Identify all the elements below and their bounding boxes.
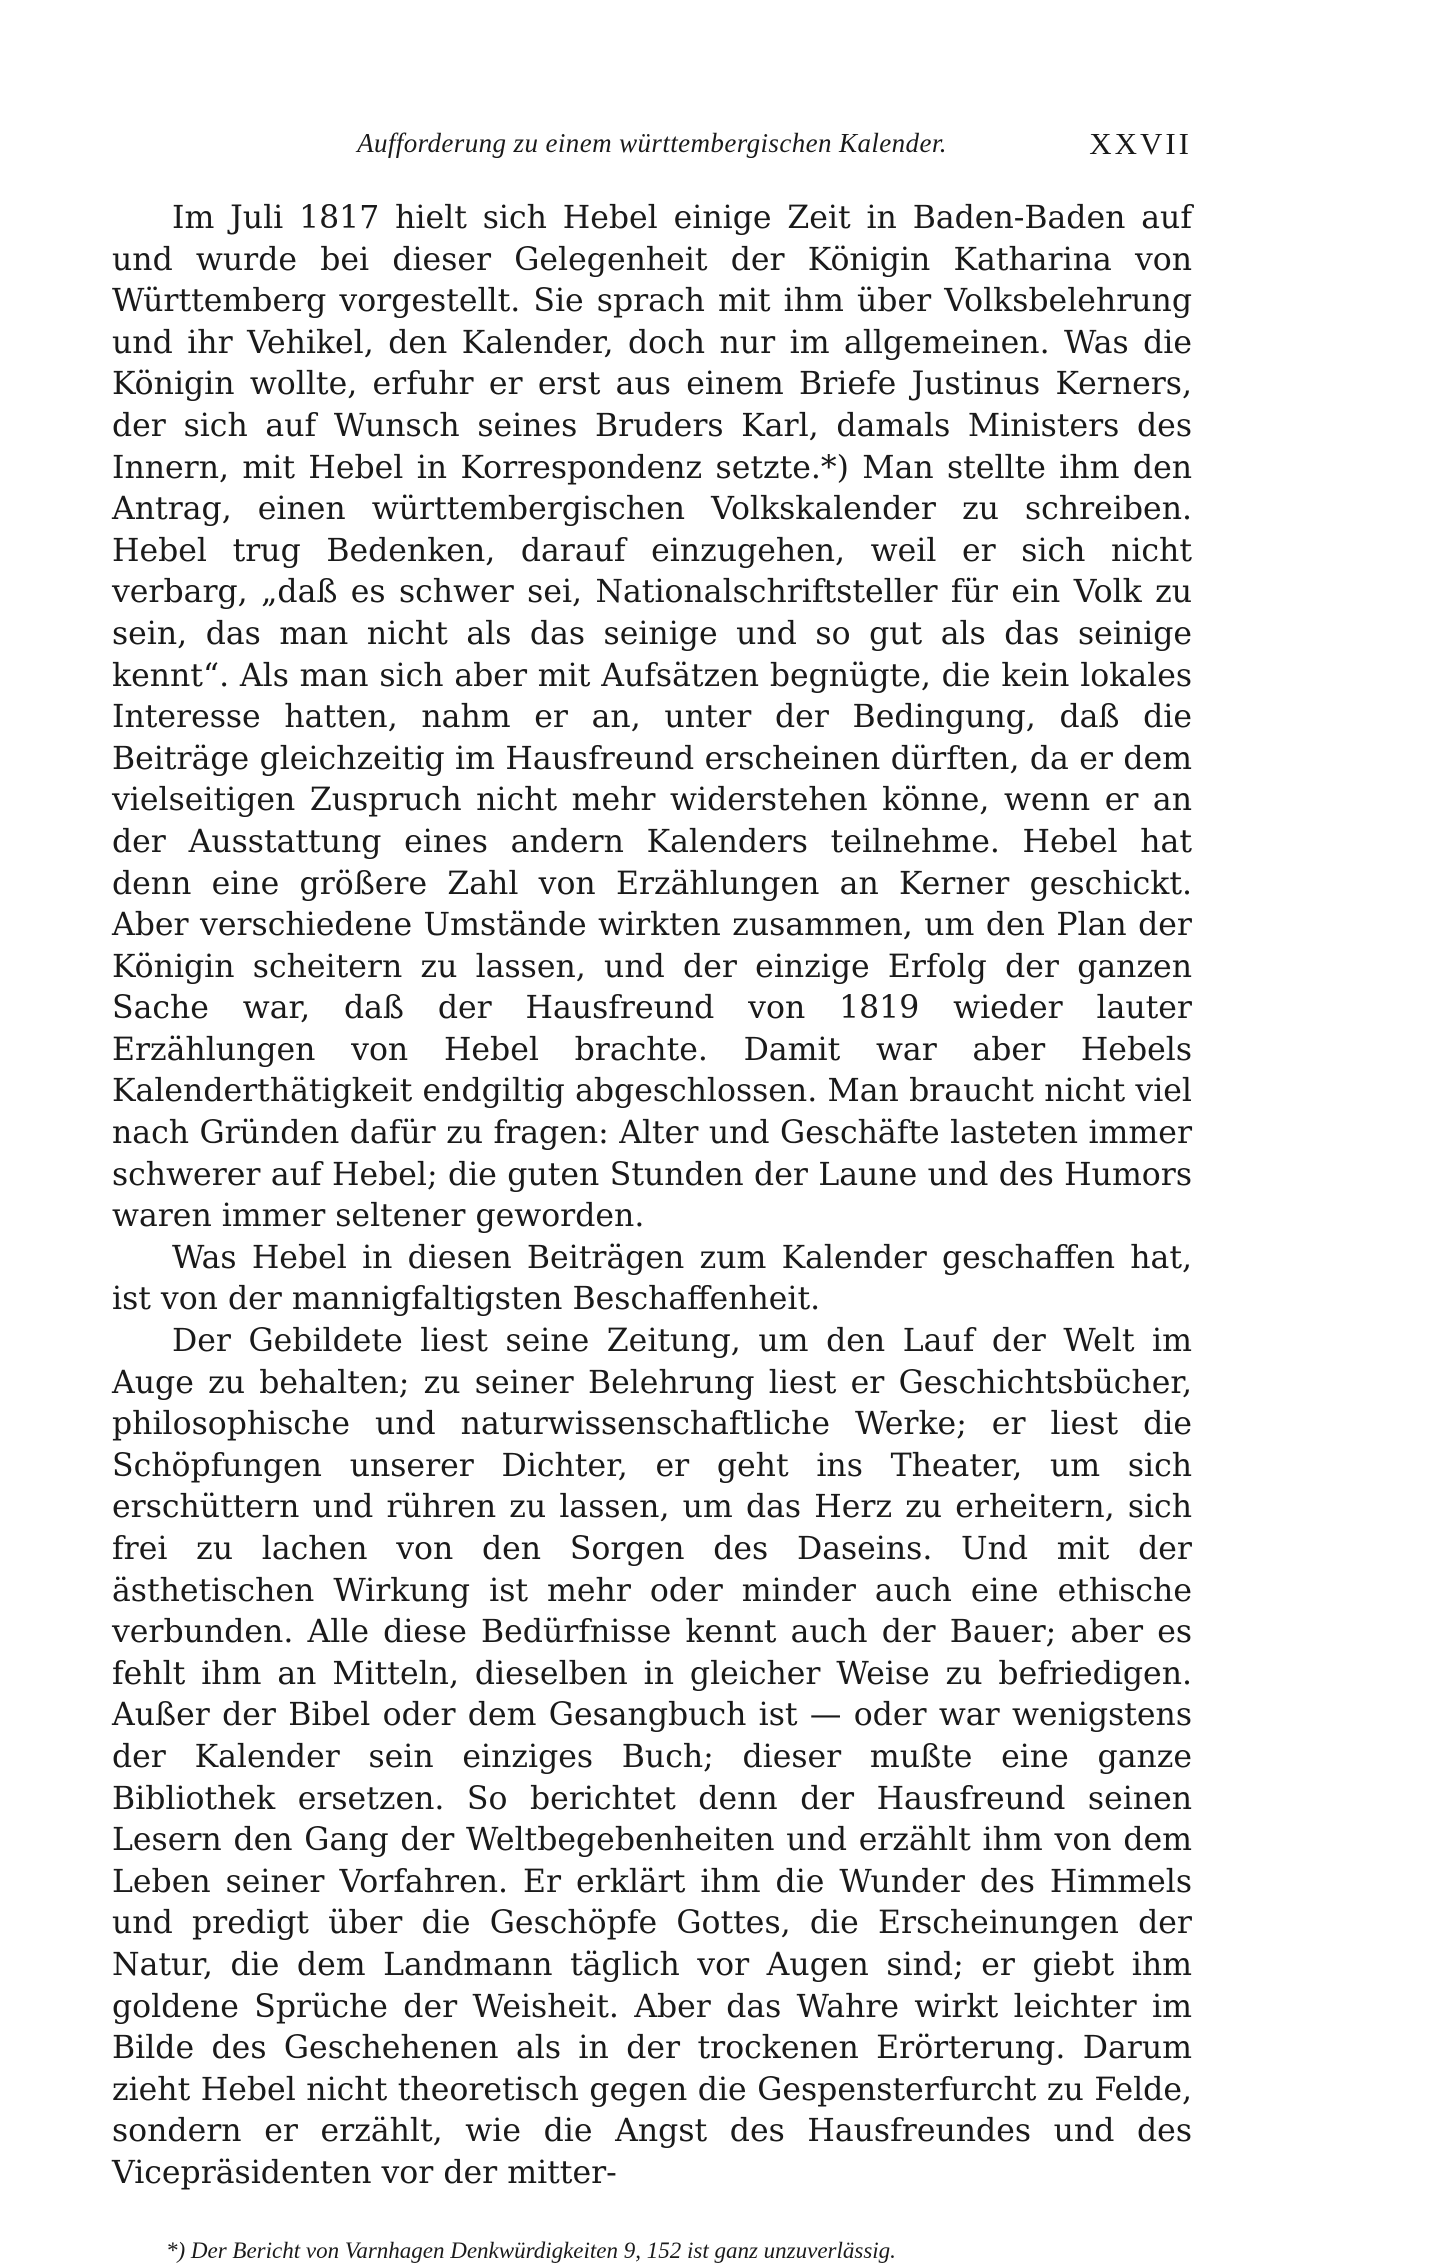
page-number: XXVII [1089, 126, 1192, 161]
running-title: Aufforderung zu einem württembergischen Kalender. [357, 128, 947, 158]
running-head [112, 128, 1192, 182]
paragraph: Was Hebel in diesen Beiträgen zum Kalender geschaffen hat, ist von der mannigfaltigsten Beschaffenheit. [112, 1239, 1192, 1318]
footnote: *) Der Bericht von Varnhagen Denkwürdigkeiten 9, 152 ist ganz unzuverlässig. [166, 2237, 896, 2263]
paragraph: Der Gebildete liest seine Zeitung, um den Lauf der Welt im Auge zu behalten; zu seiner Belehrung liest er Geschichtsbücher, philosophische und naturwissenschaftliche Werke; er liest die Schöpfungen unserer Dichter, er geht ins Theater, um sich erschüttern und rühren zu lassen, um das Herz zu erheitern, sich frei zu lachen von den Sorgen des Daseins. Und mit der ästhetischen Wirkung ist mehr oder minder auch eine ethische verbunden. Alle diese Bedürfnisse kennt auch der Bauer; aber es fehlt ihm an Mitteln, dieselben in gleicher Weise zu befriedigen. Außer der Bibel oder dem Gesangbuch ist — oder war wenigstens der Kalender sein einziges Buch; dieser mußte eine ganze Bibliothek ersetzen. So berichtet denn der Hausfreund seinen Lesern den Gang der Weltbegebenheiten und erzählt ihm von dem Leben seiner Vorfahren. Er erklärt ihm die Wunder des Himmels und predigt über die Geschöpfe Gottes, die Erscheinungen der Natur, die dem Landmann täglich vor Augen sind; er giebt ihm goldene Sprüche der Weisheit. Aber das Wahre wirkt leichter im Bilde des Geschehenen als in der trockenen Erörterung. Darum zieht Hebel nicht theoretisch gegen die Gespensterfurcht zu Felde, sondern er erzählt, wie die Angst des Hausfreundes und des Vicepräsidenten vor der mitter- [112, 1323, 1192, 2191]
paragraph: Im Juli 1817 hielt sich Hebel einige Zeit in Baden-Baden auf und wurde bei dieser Gelegenheit der Königin Katharina von Württemberg vorgestellt. Sie sprach mit ihm über Volksbelehrung und ihr Vehikel, den Kalender, doch nur im allgemeinen. Was die Königin wollte, erfuhr er erst aus einem Briefe Justinus Kerners, der sich auf Wunsch seines Bruders Karl, damals Ministers des Innern, mit Hebel in Korrespondenz setzte.*) Man stellte ihm den Antrag, einen württembergischen Volkskalender zu schreiben. Hebel trug Bedenken, darauf einzugehen, weil er sich nicht verbarg, „daß es schwer sei, Nationalschriftsteller für ein Volk zu sein, das man nicht als das seinige und so gut als das seinige kennt“. Als man sich aber mit Aufsätzen begnügte, die kein lokales Interesse hatten, nahm er an, unter der Bedingung, daß die Beiträge gleichzeitig im Hausfreund erscheinen dürften, da er dem vielseitigen Zuspruch nicht mehr widerstehen könne, wenn er an der Ausstattung eines andern Kalenders teilnehme. Hebel hat denn eine größere Zahl von Erzählungen an Kerner geschickt. Aber verschiedene Umstände wirkten zusammen, um den Plan der Königin scheitern zu lassen, und der einzige Erfolg der ganzen Sache war, daß der Hausfreund von 1819 wieder lauter Erzählungen von Hebel brachte. Damit war aber Hebels Kalenderthätigkeit endgiltig abgeschlossen. Man braucht nicht viel nach Gründen dafür zu fragen: Alter und Geschäfte lasteten immer schwerer auf Hebel; die guten Stunden der Laune und des Humors waren immer seltener geworden. [112, 200, 1192, 1235]
book-page [112, 128, 1192, 2267]
body-text [112, 198, 1192, 2195]
